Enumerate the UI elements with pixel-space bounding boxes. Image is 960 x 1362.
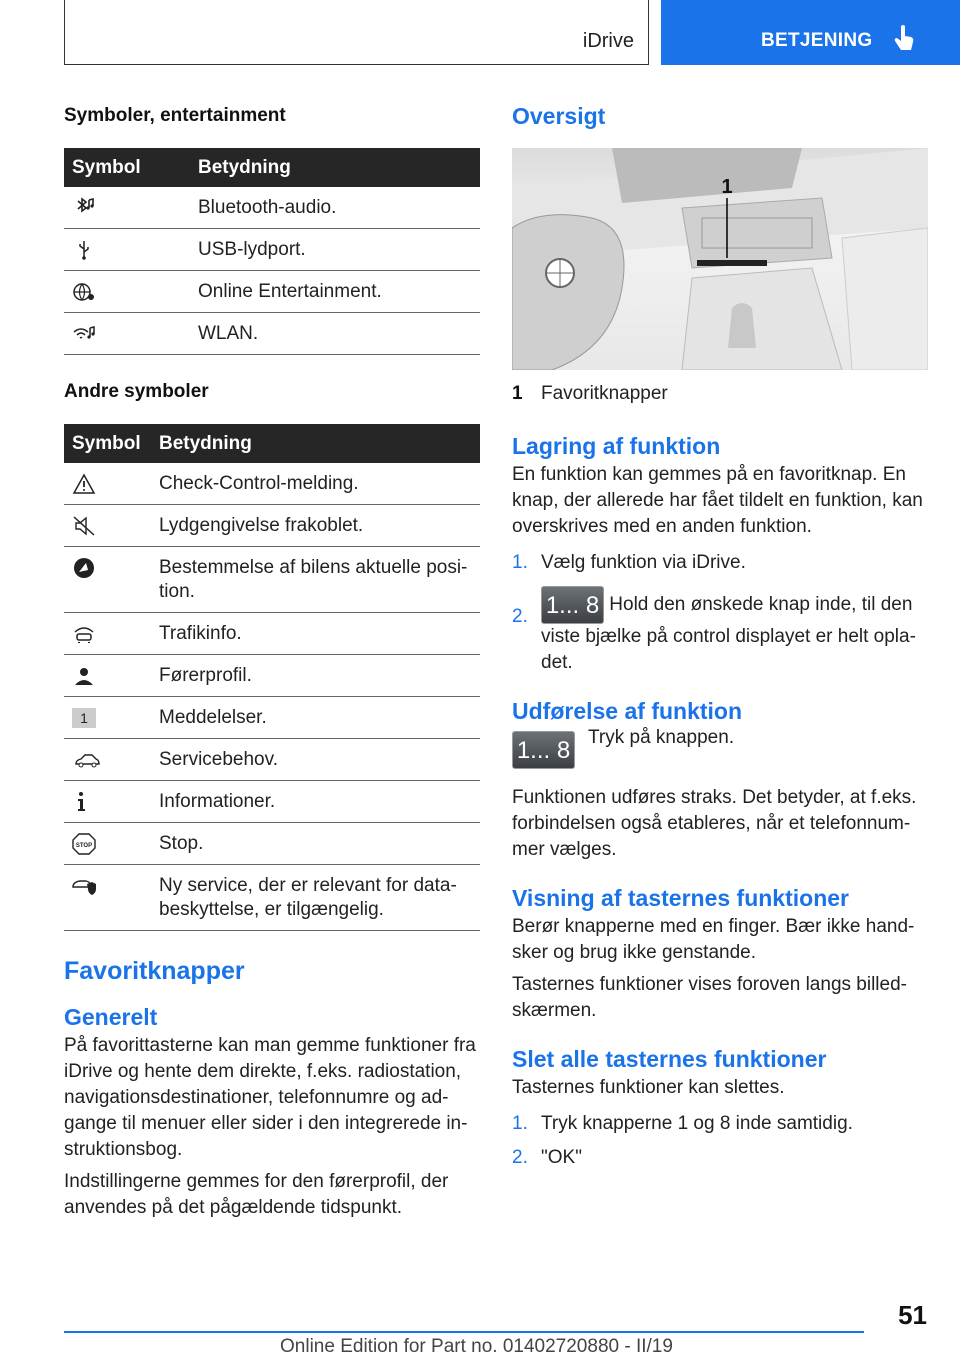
overview-title: Oversigt xyxy=(512,103,606,129)
symbol-cell xyxy=(64,271,190,313)
symbol-cell xyxy=(64,229,190,271)
driver-profile-icon xyxy=(72,665,96,687)
symbol-cell xyxy=(64,865,151,931)
footer-divider xyxy=(64,1331,864,1333)
other-symbols-table xyxy=(64,424,480,931)
exec-paragraph-1: Tryk på knappen. xyxy=(588,727,735,748)
save-paragraph: En funktion kan gemmes på en favoritknap. En knap, der allerede har fået tildelt en funktion, kan overskrives med en anden funktion. xyxy=(512,464,923,537)
general-paragraph-1: På favorittasterne kan man gemme funktioner fra iDrive og hente dem direkte, f.eks. radiostation, navigationsdestinationer, telefonnumre og ad-gange til menuer eller sider i den integrerede in-struktionsbog. xyxy=(64,1035,476,1160)
symbol-cell xyxy=(64,463,151,505)
symbol-cell xyxy=(64,187,190,229)
svg-text:STOP: STOP xyxy=(75,842,93,849)
exec-paragraph-2: Funktionen udføres straks. Det betyder, at f.eks. forbindelsen også etableres, når et telefonnum-mer vælges. xyxy=(512,787,917,860)
left-column xyxy=(64,100,480,1221)
table-row xyxy=(64,655,480,697)
list-item xyxy=(512,1111,928,1137)
meaning-cell: Bestemmelse af bilens aktuelle posi-tion. xyxy=(151,547,480,613)
stop-icon xyxy=(72,833,96,855)
table-row xyxy=(64,697,480,739)
table-row xyxy=(64,271,480,313)
dashboard-illustration xyxy=(512,148,928,370)
symbol-cell xyxy=(64,823,151,865)
exec-row xyxy=(512,727,928,775)
online-entertainment-icon xyxy=(72,281,96,303)
warning-triangle-icon xyxy=(72,473,96,495)
step-number: 1. xyxy=(512,1113,528,1134)
general-title: Generelt xyxy=(64,1004,158,1030)
step-text: Hold den ønskede knap inde, til den viste bjælke på control displayet er helt opla-det. xyxy=(541,594,916,673)
symbol-cell xyxy=(64,505,151,547)
exec-title: Udførelse af funktion xyxy=(512,698,743,724)
location-icon xyxy=(72,557,96,579)
step-number: 1. xyxy=(512,552,528,573)
legend-number: 1 xyxy=(512,383,523,404)
symbol-cell xyxy=(64,697,151,739)
favorite-button-image: 1... 8 xyxy=(541,586,604,624)
meaning-cell: Bluetooth-audio. xyxy=(190,187,480,229)
info-icon xyxy=(72,791,96,813)
header-chapter-label: BETJENING xyxy=(761,30,873,51)
table-header-symbol: Symbol xyxy=(64,424,151,463)
table-header-row xyxy=(64,148,480,187)
table2-title: Andre symboler xyxy=(64,381,209,402)
footer-edition: Online Edition for Part no. 01402720880 - II/19 xyxy=(280,1336,673,1357)
table-row xyxy=(64,463,480,505)
meaning-cell: Online Entertainment. xyxy=(190,271,480,313)
general-paragraph-2: Indstillingerne gemmes for den førerprofil, der anvendes på det pågældende tidspunkt. xyxy=(64,1171,449,1218)
table-header-meaning: Betydning xyxy=(151,424,480,463)
table-row xyxy=(64,229,480,271)
step-text: Vælg funktion via iDrive. xyxy=(541,552,746,573)
symbol-cell xyxy=(64,613,151,655)
table-row xyxy=(64,313,480,355)
list-item xyxy=(512,586,928,676)
meaning-cell: Førerprofil. xyxy=(151,655,480,697)
bluetooth-audio-icon xyxy=(72,197,96,219)
meaning-cell: Ny service, der er relevant for data-beskyttelse, er tilgængelig. xyxy=(151,865,480,931)
legend-text: Favoritknapper xyxy=(541,383,668,404)
sound-off-icon xyxy=(72,515,96,537)
symbol-cell xyxy=(64,655,151,697)
right-column xyxy=(512,100,928,1171)
header-section-label: iDrive xyxy=(582,30,634,52)
meaning-cell: Servicebehov. xyxy=(151,739,480,781)
symbol-cell xyxy=(64,547,151,613)
meaning-cell: Check-Control-melding. xyxy=(151,463,480,505)
messages-icon xyxy=(72,707,96,729)
meaning-cell: Meddelelser. xyxy=(151,697,480,739)
table1-title: Symboler, entertainment xyxy=(64,105,286,126)
table-row xyxy=(64,505,480,547)
traffic-info-icon xyxy=(72,623,96,645)
usb-icon xyxy=(72,239,96,261)
table-header-meaning: Betydning xyxy=(190,148,480,187)
list-item xyxy=(512,550,928,576)
delete-title: Slet alle tasternes funktioner xyxy=(512,1046,827,1072)
entertainment-symbols-table xyxy=(64,148,480,355)
symbol-cell xyxy=(64,781,151,823)
meaning-cell: USB-lydport. xyxy=(190,229,480,271)
favorite-button-image: 1... 8 xyxy=(512,731,575,769)
step-text: Tryk knapperne 1 og 8 inde samtidig. xyxy=(541,1113,853,1134)
symbol-cell xyxy=(64,739,151,781)
save-steps xyxy=(512,550,928,676)
meaning-cell: Informationer. xyxy=(151,781,480,823)
favorites-title: Favoritknapper xyxy=(64,957,245,985)
meaning-cell: Stop. xyxy=(151,823,480,865)
show-title: Visning af tasternes funktioner xyxy=(512,885,849,911)
save-title: Lagring af funktion xyxy=(512,433,721,459)
meaning-cell: Lydgengivelse frakoblet. xyxy=(151,505,480,547)
header-section-box xyxy=(64,0,649,65)
show-paragraph-1: Berør knapperne med en finger. Bær ikke hand-sker og brug ikke genstande. xyxy=(512,916,915,963)
dashboard-drawing xyxy=(512,148,928,370)
show-paragraph-2: Tasternes funktioner vises foroven langs billed-skærmen. xyxy=(512,974,907,1021)
step-number: 2. xyxy=(512,1147,528,1168)
meaning-cell: Trafikinfo. xyxy=(151,613,480,655)
table-row xyxy=(64,613,480,655)
privacy-service-icon xyxy=(72,875,96,897)
step-text: "OK" xyxy=(541,1147,582,1168)
page-number: 51 xyxy=(898,1300,927,1330)
delete-steps xyxy=(512,1111,928,1171)
svg-text:1: 1 xyxy=(80,709,88,726)
list-item xyxy=(512,1145,928,1171)
table-row xyxy=(64,739,480,781)
table-row xyxy=(64,547,480,613)
figure-callout: 1 xyxy=(721,176,733,198)
service-car-icon xyxy=(72,749,102,771)
header-chapter-box xyxy=(661,0,960,65)
table-header-symbol: Symbol xyxy=(64,148,190,187)
table-header-row xyxy=(64,424,480,463)
table-row xyxy=(64,823,480,865)
table-row xyxy=(64,781,480,823)
table-row xyxy=(64,865,480,931)
step-number: 2. xyxy=(512,606,528,627)
table-row xyxy=(64,187,480,229)
delete-paragraph: Tasternes funktioner kan slettes. xyxy=(512,1077,785,1098)
symbol-cell xyxy=(64,313,190,355)
meaning-cell: WLAN. xyxy=(190,313,480,355)
wlan-icon xyxy=(72,323,96,345)
figure-legend xyxy=(512,383,928,409)
pointing-hand-icon xyxy=(893,24,915,52)
